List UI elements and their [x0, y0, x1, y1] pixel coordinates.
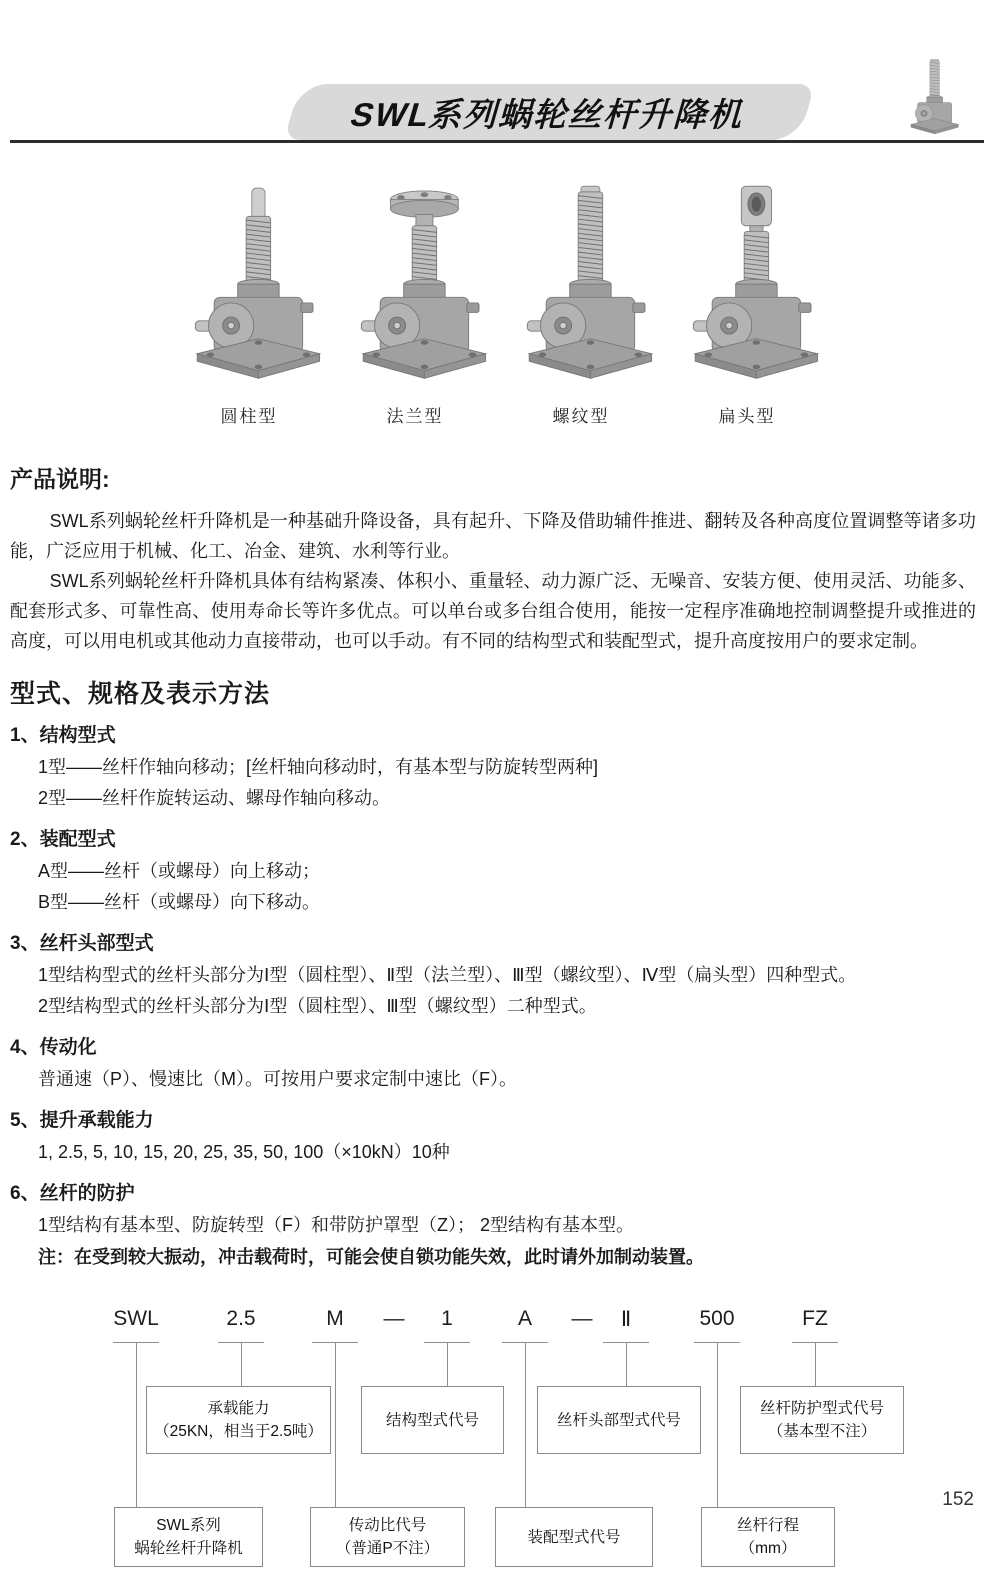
- model-code-structure: 1: [441, 1307, 453, 1330]
- spec-item-title: 2、装配型式: [10, 829, 116, 850]
- diagram-box-line: SWL系列: [156, 1517, 221, 1534]
- connector-line: [447, 1343, 448, 1386]
- figure-threaded: [498, 180, 664, 427]
- diagram-box-line: （普通P不注）: [335, 1540, 440, 1557]
- model-code-assembly: A: [517, 1307, 533, 1330]
- diagram-box-line: 丝杆行程: [736, 1517, 799, 1534]
- spec-item-structure: [10, 720, 976, 814]
- diagram-box-capacity: [146, 1386, 331, 1454]
- description-heading: 产品说明:: [10, 466, 110, 492]
- spec-item-title: 4、传动化: [10, 1037, 97, 1058]
- model-code-capacity: 2.5: [226, 1307, 256, 1330]
- diagram-box-line: 丝杆头部型式代号: [556, 1411, 681, 1429]
- model-code-dash: —: [383, 1307, 405, 1330]
- connector-line: [136, 1343, 137, 1507]
- model-code-dash: —: [571, 1307, 593, 1330]
- diagram-box-line: 蜗轮丝杆升降机: [134, 1540, 243, 1557]
- spec-line: 1型结构有基本型、防旋转型（F）和带防护罩型（Z）； 2型结构有基本型。: [38, 1215, 635, 1235]
- header-divider: [10, 140, 984, 143]
- figure-caption-cylindrical: 圆柱型: [220, 407, 278, 426]
- jack-thumbnail-image: [900, 58, 962, 142]
- diagram-box-structure-code: [361, 1386, 504, 1454]
- spec-line: 1, 2.5, 5, 10, 15, 20, 25, 35, 50, 100（×10kN）10种: [38, 1142, 450, 1162]
- jack-mini-drawing: [900, 58, 962, 138]
- description-paragraph: SWL系列蜗轮丝杆升降机具体有结构紧凑、体积小、重量轻、动力源广泛、无噪音、安装方便、使用灵活、功能多、配套形式多、可靠性高、使用寿命长等许多优点。可以单台或多台组合使用，能按一定程序准确地控制调整提升或推进的高度，可以用电机或其他动力直接带动，也可以手动。有不同的结构型式和装配型式，提升高度按用户的要求定制。: [10, 571, 976, 651]
- jack-image-cylindrical: [169, 180, 329, 392]
- spec-line: 2型结构型式的丝杆头部分为Ⅰ型（圆柱型）、Ⅲ型（螺纹型）二种型式。: [38, 996, 597, 1016]
- diagram-box-line: 丝杆防护型式代号: [759, 1400, 884, 1417]
- description-paragraphs: [10, 506, 976, 656]
- spec-item-title: 1、结构型式: [10, 725, 116, 746]
- diagram-box-assembly-code: [495, 1507, 653, 1567]
- figure-caption-threaded: 螺纹型: [552, 407, 610, 426]
- spec-heading: 型式、规格及表示方法: [10, 680, 271, 708]
- connector-line: [241, 1343, 242, 1386]
- spec-line: A型——丝杆（或螺母）向上移动；: [38, 861, 321, 881]
- figure-caption-flange: 法兰型: [386, 407, 444, 426]
- connector-line: [335, 1343, 336, 1507]
- diagram-box-line: （mm）: [739, 1540, 797, 1557]
- diagram-box-line: （25KN，相当于2.5吨）: [154, 1423, 323, 1440]
- spec-line: 普通速（P）、慢速比（M）。可按用户要求定制中速比（F）。: [38, 1069, 517, 1089]
- model-code-head-type: Ⅱ: [620, 1308, 632, 1331]
- spec-item-title: 6、丝杆的防护: [10, 1183, 135, 1204]
- product-figures-row: [0, 180, 990, 427]
- spec-line: B型——丝杆（或螺母）向下移动。: [38, 892, 321, 912]
- spec-line: 1型——丝杆作轴向移动；[丝杆轴向移动时，有基本型与防旋转型两种]: [38, 757, 599, 777]
- diagram-box-line: 承载能力: [207, 1400, 270, 1417]
- diagram-box-ratio-code: [310, 1507, 465, 1567]
- connector-line: [626, 1343, 627, 1386]
- spec-line: 2型——丝杆作旋转运动、螺母作轴向移动。: [38, 788, 391, 808]
- diagram-box-line: 装配型式代号: [527, 1528, 621, 1546]
- figure-flange: [332, 180, 498, 427]
- title-banner: [284, 84, 815, 140]
- diagram-box-stroke: [701, 1507, 835, 1567]
- diagram-box-protection-code: [740, 1386, 904, 1454]
- page-number: 152: [942, 1489, 974, 1510]
- model-code-protection: FZ: [802, 1307, 828, 1330]
- figure-caption-flathead: 扁头型: [718, 407, 776, 426]
- page-title: SWL系列蜗轮丝杆升降机: [346, 95, 752, 133]
- description-paragraph: SWL系列蜗轮丝杆升降机是一种基础升降设备，具有起升、下降及借助辅件推进、翻转及各种高度位置调整等诸多功能，广泛应用于机械、化工、冶金、建筑、水利等行业。: [10, 511, 976, 561]
- spec-section: [0, 674, 990, 1273]
- connector-line: [717, 1343, 718, 1507]
- spec-item-screw-head: [10, 928, 976, 1022]
- diagram-box-line: 结构型式代号: [385, 1411, 479, 1429]
- diagram-box-series: [114, 1507, 263, 1567]
- model-code-series: SWL: [113, 1307, 159, 1330]
- connector-line: [815, 1343, 816, 1386]
- diagram-box-line: 传动比代号: [348, 1517, 427, 1534]
- model-code-stroke: 500: [699, 1307, 735, 1330]
- spec-item-title: 3、丝杆头部型式: [10, 933, 154, 954]
- spec-line: 1型结构型式的丝杆头部分为Ⅰ型（圆柱型）、Ⅱ型（法兰型）、Ⅲ型（螺纹型）、Ⅳ型（扁头型）四种型式。: [38, 965, 857, 985]
- spec-note: 注：在受到较大振动，冲击载荷时，可能会使自锁功能失效，此时请外加制动装置。: [38, 1247, 704, 1267]
- page-header: [0, 0, 990, 148]
- diagram-box-line: （基本型不注）: [767, 1423, 877, 1440]
- jack-image-threaded: [501, 180, 661, 392]
- jack-image-flange: [335, 180, 495, 392]
- connector-line: [525, 1343, 526, 1507]
- spec-item-assembly: [10, 824, 976, 918]
- spec-item-protection: [10, 1178, 976, 1273]
- diagram-box-head-type-code: [537, 1386, 701, 1454]
- spec-item-transmission: [10, 1032, 976, 1095]
- figure-flathead: [664, 180, 830, 427]
- jack-image-flathead: [667, 180, 827, 392]
- spec-item-title: 5、提升承载能力: [10, 1110, 154, 1131]
- model-code-ratio: M: [326, 1307, 344, 1330]
- spec-item-capacity: [10, 1105, 976, 1168]
- description-section: [0, 461, 990, 656]
- figure-cylindrical: [166, 180, 332, 427]
